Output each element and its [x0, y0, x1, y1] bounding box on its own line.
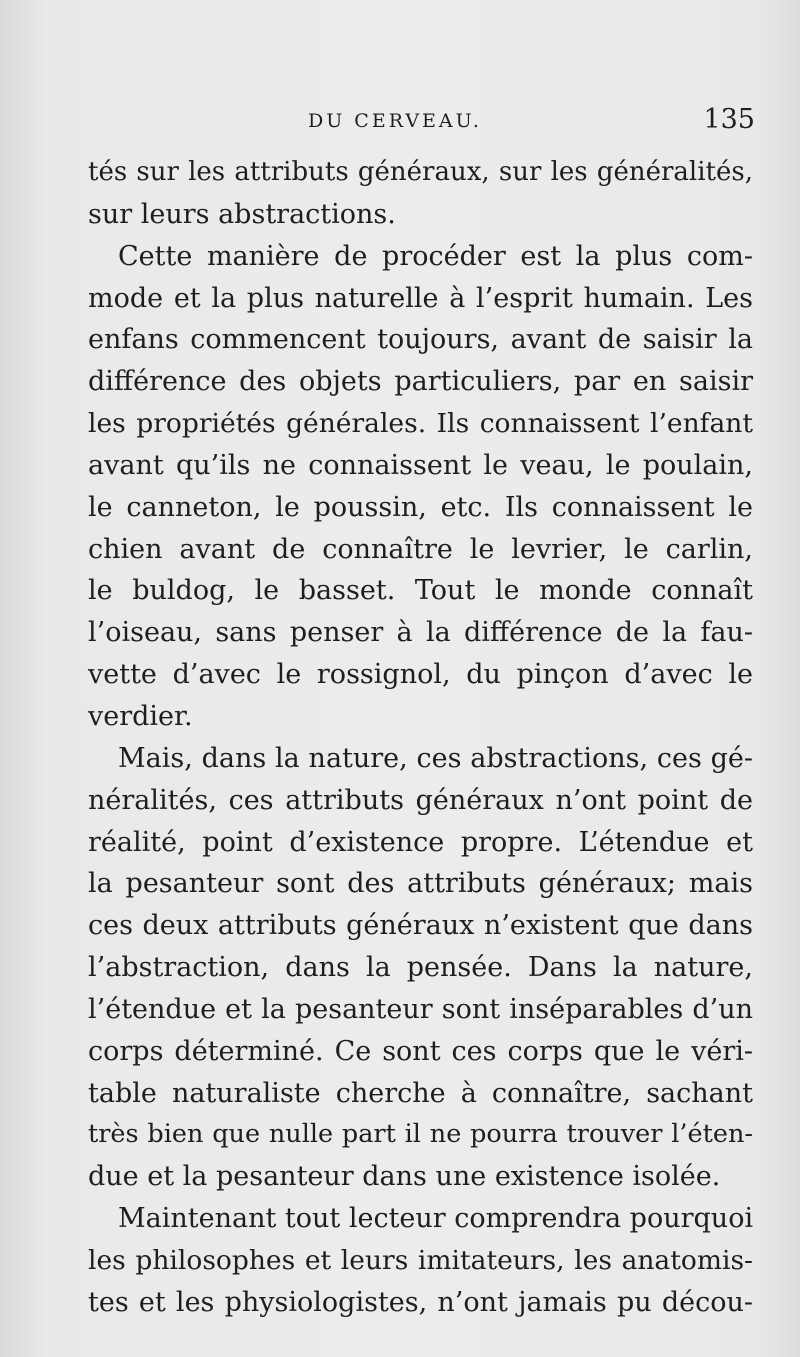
text-line: la pesanteur sont des attributs généraux; mais: [88, 868, 753, 900]
text-line: différence des objets particuliers, par en saisir: [88, 366, 753, 398]
running-head: DU CERVEAU.: [308, 110, 482, 132]
paragraph-first-line: Maintenant tout lecteur comprendra pourquoi: [118, 1203, 754, 1235]
text-line: néralités, ces attributs généraux n’ont point de: [88, 784, 753, 816]
text-line: l’étendue et la pesanteur sont inséparables d’un: [88, 993, 753, 1025]
text-line: chien avant de connaître le levrier, le carlin,: [88, 533, 753, 565]
text-line: sur leurs abstractions.: [88, 198, 396, 230]
text-line: enfans commencent toujours, avant de saisir la: [88, 324, 753, 356]
text-line: réalité, point d’existence propre. L’étendue et: [88, 826, 753, 858]
text-line: tes et les physiologistes, n’ont jamais pu décou-: [88, 1286, 753, 1318]
text-line: vette d’avec le rossignol, du pinçon d’avec le: [88, 659, 753, 691]
text-line: très bien que nulle part il ne pourra trouver l’éten-: [88, 1119, 753, 1150]
text-line: verdier.: [88, 700, 193, 732]
text-line: les propriétés générales. Ils connaissent l’enfant: [88, 408, 753, 440]
text-line: les philosophes et leurs imitateurs, les anatomis-: [88, 1244, 753, 1276]
text-line: avant qu’ils ne connaissent le veau, le poulain,: [88, 449, 753, 481]
text-line: mode et la plus naturelle à l’esprit humain. Les: [88, 282, 753, 314]
paragraph-first-line: Mais, dans la nature, ces abstractions, ces gé-: [118, 742, 753, 774]
text-line: ces deux attributs généraux n’existent que dans: [88, 910, 753, 942]
page-number: 135: [703, 104, 755, 135]
page-header: [90, 104, 755, 144]
text-line: le canneton, le poussin, etc. Ils connaissent le: [88, 491, 753, 523]
text-line: l’abstraction, dans la pensée. Dans la nature,: [88, 952, 753, 984]
text-line: tés sur les attributs généraux, sur les généralités,: [88, 157, 753, 187]
text-line: le buldog, le basset. Tout le monde connaît: [88, 575, 753, 607]
text-line: table naturaliste cherche à connaître, sachant: [88, 1077, 753, 1109]
text-line: l’oiseau, sans penser à la différence de la fau-: [88, 617, 753, 649]
paragraph-first-line: Cette manière de procéder est la plus com-: [118, 240, 753, 272]
text-line: due et la pesanteur dans une existence isolée.: [88, 1161, 721, 1193]
body-text: [88, 152, 753, 1324]
text-line: corps déterminé. Ce sont ces corps que le véri-: [88, 1035, 753, 1067]
